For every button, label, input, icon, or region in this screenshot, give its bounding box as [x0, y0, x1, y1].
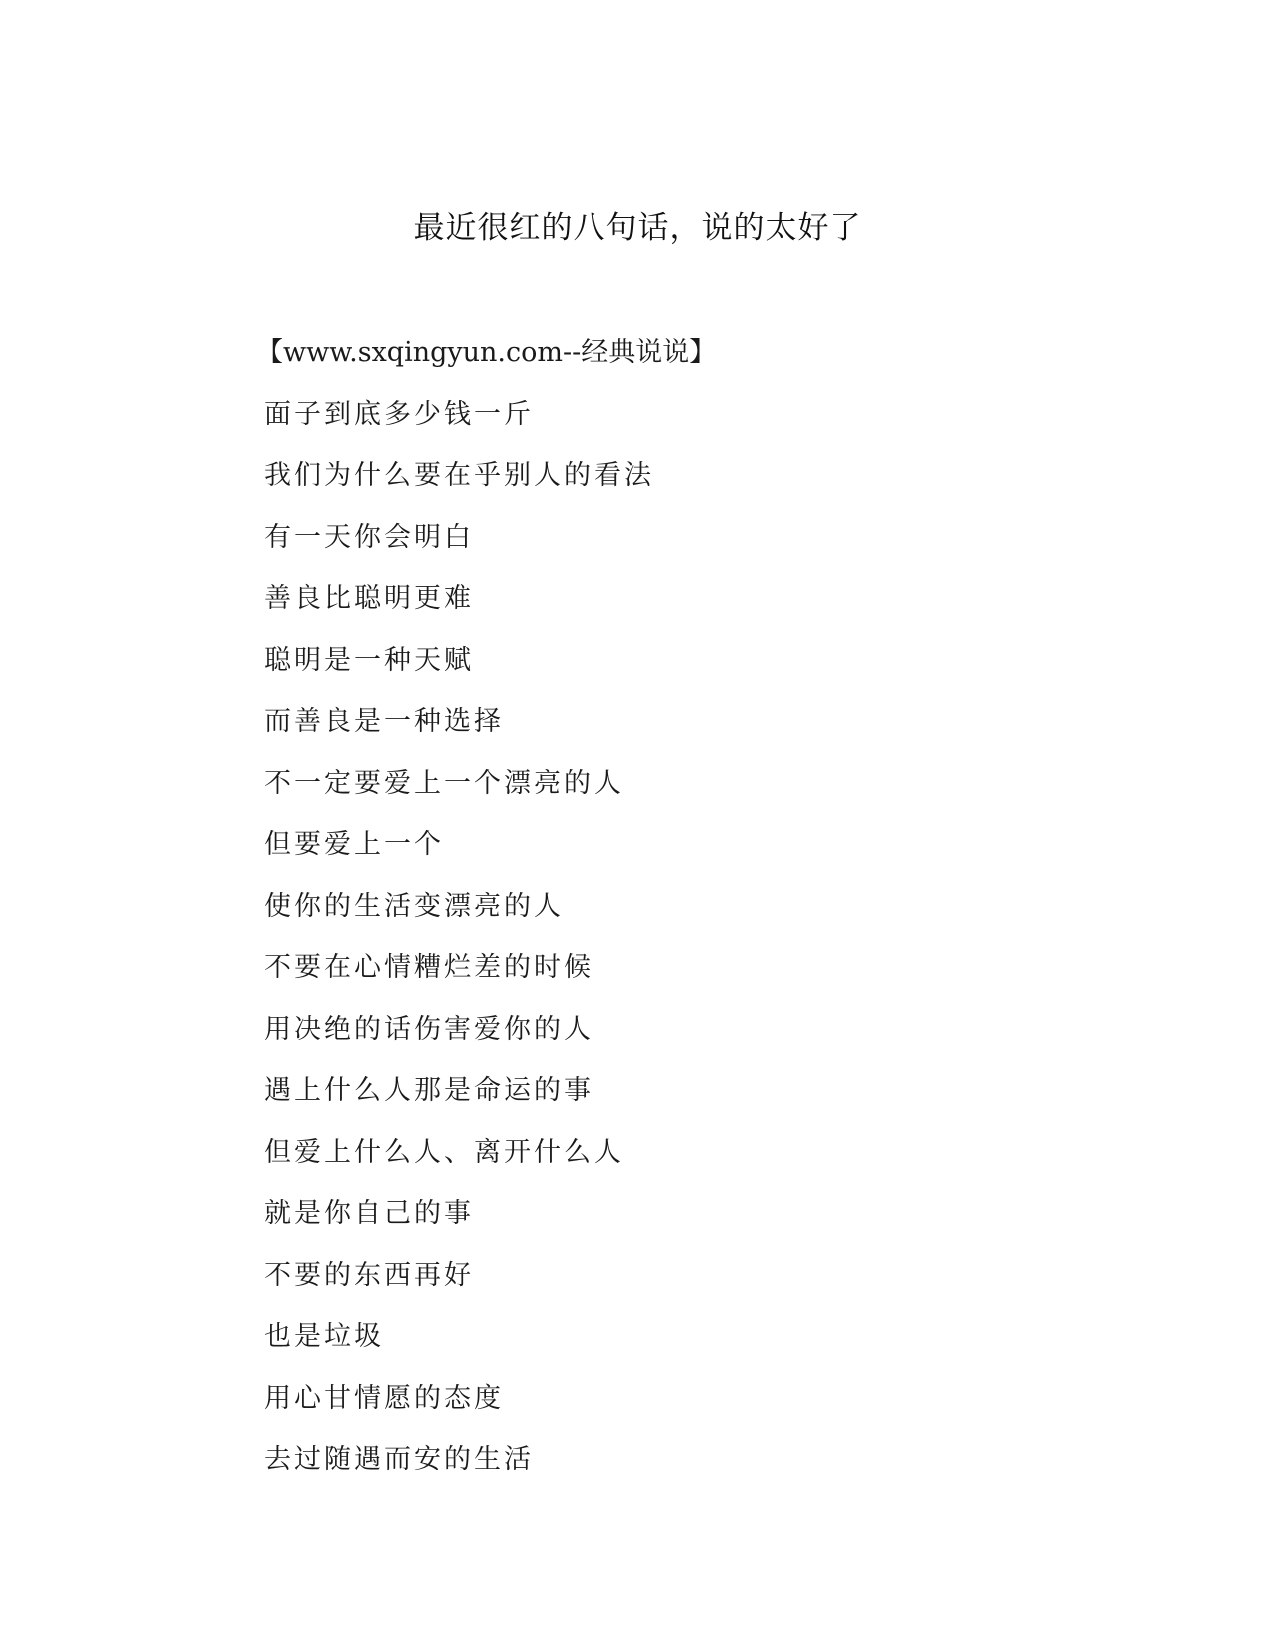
text-line: 聪明是一种天赋	[264, 644, 474, 676]
text-line: 也是垃圾	[264, 1321, 384, 1352]
text-line: 面子到底多少钱一斤	[264, 398, 534, 430]
text-line: 使你的生活变漂亮的人	[264, 890, 564, 922]
text-line: 我们为什么要在乎别人的看法	[264, 460, 654, 491]
text-line: 遇上什么人那是命运的事	[264, 1075, 594, 1106]
text-line: 不一定要爱上一个漂亮的人	[264, 767, 624, 799]
text-line: 就是你自己的事	[264, 1198, 474, 1229]
text-line: 但要爱上一个	[264, 829, 444, 860]
source-line: 【www.sxqingyun.com--经典说说】	[256, 337, 717, 368]
text-line: 有一天你会明白	[264, 521, 474, 553]
document-body	[256, 333, 1024, 1502]
text-line: 而善良是一种选择	[264, 706, 504, 737]
text-line: 不要在心情糟烂差的时候	[264, 952, 594, 983]
text-line: 用心甘情愿的态度	[264, 1382, 504, 1414]
text-line: 去过随遇而安的生活	[264, 1444, 534, 1475]
text-line: 善良比聪明更难	[264, 583, 474, 614]
text-line: 但爱上什么人、离开什么人	[264, 1136, 624, 1168]
document-title: 最近很红的八句话，说的太好了	[413, 210, 862, 246]
text-line: 不要的东西再好	[264, 1259, 474, 1291]
text-line: 用决绝的话伤害爱你的人	[264, 1013, 594, 1045]
